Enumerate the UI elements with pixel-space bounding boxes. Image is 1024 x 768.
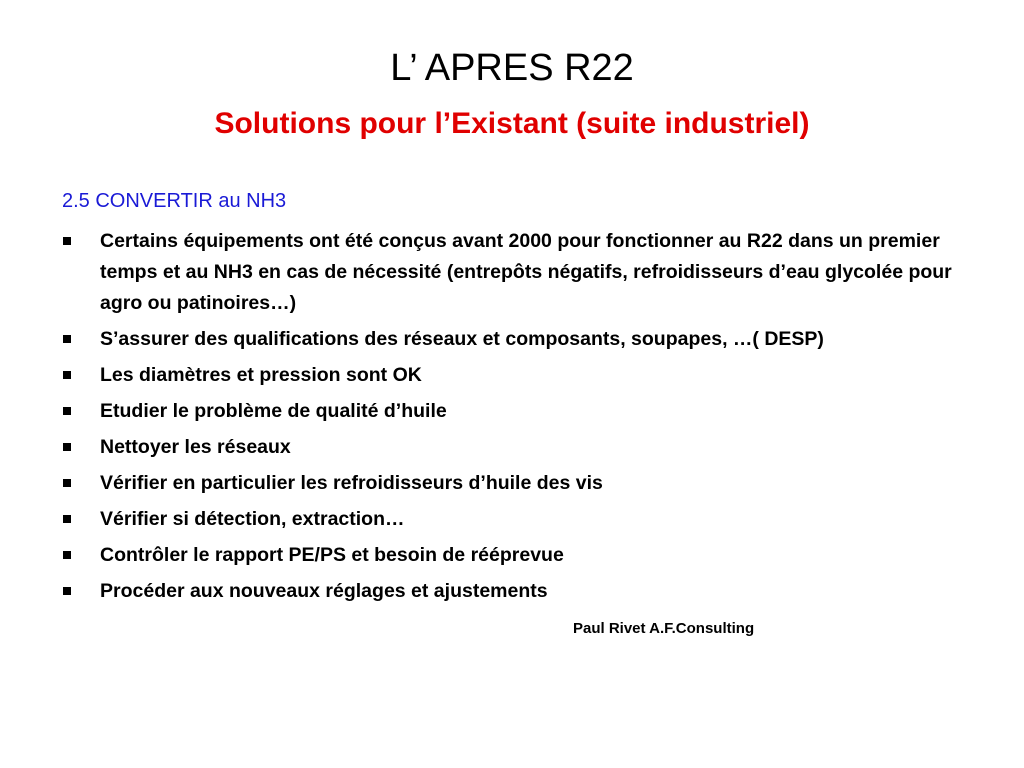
square-bullet-icon bbox=[63, 515, 71, 523]
slide-subtitle: Solutions pour l’Existant (suite industriel) bbox=[214, 107, 810, 140]
square-bullet-icon bbox=[63, 371, 71, 379]
bullet-item bbox=[62, 540, 952, 571]
square-bullet-icon bbox=[63, 237, 71, 245]
bullet-text: Certains équipements ont été conçus avant 2000 pour fonctionner au R22 dans un premier temps et au NH3 en cas de nécessité (entrepôts négatifs, refroidisseurs d’eau glycolée pour agro ou patinoires…) bbox=[100, 230, 952, 314]
bullet-text: Procéder aux nouveaux réglages et ajustements bbox=[100, 580, 548, 602]
bullet-item bbox=[62, 226, 952, 319]
square-bullet-icon bbox=[63, 479, 71, 487]
bullet-item bbox=[62, 396, 952, 427]
bullet-text: Nettoyer les réseaux bbox=[100, 436, 291, 458]
bullet-text: Vérifier en particulier les refroidisseurs d’huile des vis bbox=[100, 472, 603, 494]
square-bullet-icon bbox=[63, 587, 71, 595]
bullet-item bbox=[62, 468, 952, 499]
bullet-text: Vérifier si détection, extraction… bbox=[100, 508, 405, 530]
bullet-text: Les diamètres et pression sont OK bbox=[100, 364, 422, 386]
bullet-item bbox=[62, 432, 952, 463]
square-bullet-icon bbox=[63, 551, 71, 559]
bullet-item bbox=[62, 360, 952, 391]
square-bullet-icon bbox=[63, 335, 71, 343]
square-bullet-icon bbox=[63, 443, 71, 451]
bullet-text: S’assurer des qualifications des réseaux et composants, soupapes, …( DESP) bbox=[100, 328, 824, 350]
bullet-text: Etudier le problème de qualité d’huile bbox=[100, 400, 447, 422]
bullet-item bbox=[62, 504, 952, 535]
bullet-list bbox=[62, 226, 952, 612]
section-heading: 2.5 CONVERTIR au NH3 bbox=[62, 190, 287, 212]
author-credit: Paul Rivet A.F.Consulting bbox=[573, 620, 755, 637]
slide-title: L’ APRES R22 bbox=[390, 47, 634, 89]
bullet-text: Contrôler le rapport PE/PS et besoin de rééprevue bbox=[100, 544, 564, 566]
square-bullet-icon bbox=[63, 407, 71, 415]
bullet-item bbox=[62, 324, 952, 355]
bullet-item bbox=[62, 576, 952, 607]
